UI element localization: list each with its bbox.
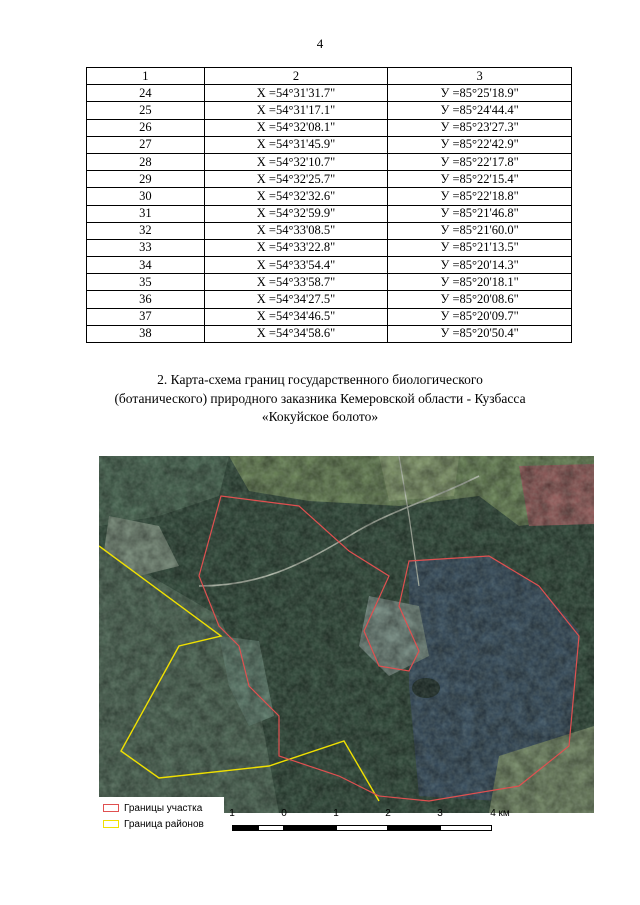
scale-segment (258, 825, 284, 831)
texture-overlay (99, 456, 594, 813)
coordinates-table (86, 67, 572, 343)
longitude-cell: У =85°21'60.0" (388, 222, 572, 239)
latitude-cell: X =54°33'58.7" (204, 274, 388, 291)
legend-swatch (103, 820, 119, 828)
latitude-cell: X =54°33'08.5" (204, 222, 388, 239)
point-number: 27 (87, 136, 205, 153)
point-number: 38 (87, 325, 205, 342)
point-number: 26 (87, 119, 205, 136)
point-number: 24 (87, 85, 205, 102)
table-row (87, 171, 572, 188)
table-row (87, 136, 572, 153)
scale-bar (224, 808, 524, 838)
column-header: 1 (87, 68, 205, 85)
longitude-cell: У =85°20'14.3" (388, 257, 572, 274)
latitude-cell: X =54°34'27.5" (204, 291, 388, 308)
scale-label: 1 (333, 808, 339, 819)
latitude-cell: X =54°33'22.8" (204, 239, 388, 256)
map-legend (99, 797, 224, 843)
longitude-cell: У =85°20'08.6" (388, 291, 572, 308)
table-row (87, 85, 572, 102)
legend-label: Границы участка (124, 802, 203, 814)
page-number: 4 (316, 36, 324, 51)
satellite-map (99, 456, 594, 813)
longitude-cell: У =85°20'50.4" (388, 325, 572, 342)
scale-label: 3 (437, 808, 443, 819)
table-row (87, 188, 572, 205)
longitude-cell: У =85°21'13.5" (388, 239, 572, 256)
table-row (87, 205, 572, 222)
point-number: 25 (87, 102, 205, 119)
table-row (87, 308, 572, 325)
longitude-cell: У =85°24'44.4" (388, 102, 572, 119)
longitude-cell: У =85°21'46.8" (388, 205, 572, 222)
table-row (87, 102, 572, 119)
table-row (87, 291, 572, 308)
table-row (87, 239, 572, 256)
scale-segment (232, 825, 258, 831)
point-number: 30 (87, 188, 205, 205)
caption-line: 2. Карта-схема границ государственного биологического (157, 372, 483, 387)
scale-segment (336, 825, 388, 831)
column-header: 3 (388, 68, 572, 85)
table-header-row (87, 68, 572, 85)
longitude-cell: У =85°20'09.7" (388, 308, 572, 325)
legend-label: Граница районов (124, 818, 204, 830)
longitude-cell: У =85°25'18.9" (388, 85, 572, 102)
longitude-cell: У =85°22'42.9" (388, 136, 572, 153)
point-number: 29 (87, 171, 205, 188)
latitude-cell: X =54°32'25.7" (204, 171, 388, 188)
scale-label: 0 (281, 808, 287, 819)
scale-segment (440, 825, 492, 831)
map-image (99, 456, 594, 813)
longitude-cell: У =85°22'15.4" (388, 171, 572, 188)
latitude-cell: X =54°34'58.6" (204, 325, 388, 342)
latitude-cell: X =54°32'32.6" (204, 188, 388, 205)
point-number: 32 (87, 222, 205, 239)
point-number: 28 (87, 153, 205, 170)
longitude-cell: У =85°20'18.1" (388, 274, 572, 291)
point-number: 34 (87, 257, 205, 274)
legend-item-site (103, 801, 202, 815)
point-number: 37 (87, 308, 205, 325)
point-number: 31 (87, 205, 205, 222)
latitude-cell: X =54°31'45.9" (204, 136, 388, 153)
scale-label: 4 км (490, 808, 510, 819)
latitude-cell: X =54°34'46.5" (204, 308, 388, 325)
caption-line: (ботанического) природного заказника Кемеровской области - Кузбасса (114, 390, 526, 406)
latitude-cell: X =54°32'08.1" (204, 119, 388, 136)
latitude-cell: X =54°31'31.7" (204, 85, 388, 102)
scale-label: 2 (385, 808, 391, 819)
longitude-cell: У =85°22'18.8" (388, 188, 572, 205)
table-row (87, 325, 572, 342)
scale-label: 1 (229, 808, 235, 819)
caption-line: «Кокуйское болото» (261, 409, 379, 424)
point-number: 35 (87, 274, 205, 291)
latitude-cell: X =54°33'54.4" (204, 257, 388, 274)
point-number: 36 (87, 291, 205, 308)
table-row (87, 257, 572, 274)
table-row (87, 153, 572, 170)
longitude-cell: У =85°22'17.8" (388, 153, 572, 170)
latitude-cell: X =54°32'59.9" (204, 205, 388, 222)
table-row (87, 222, 572, 239)
map-caption (60, 371, 580, 427)
scale-segment (388, 825, 440, 831)
latitude-cell: X =54°32'10.7" (204, 153, 388, 170)
point-number: 33 (87, 239, 205, 256)
legend-item-district (103, 817, 204, 831)
table-row (87, 119, 572, 136)
latitude-cell: X =54°31'17.1" (204, 102, 388, 119)
legend-swatch (103, 804, 119, 812)
column-header: 2 (204, 68, 388, 85)
scale-segment (284, 825, 336, 831)
longitude-cell: У =85°23'27.3" (388, 119, 572, 136)
table-row (87, 274, 572, 291)
